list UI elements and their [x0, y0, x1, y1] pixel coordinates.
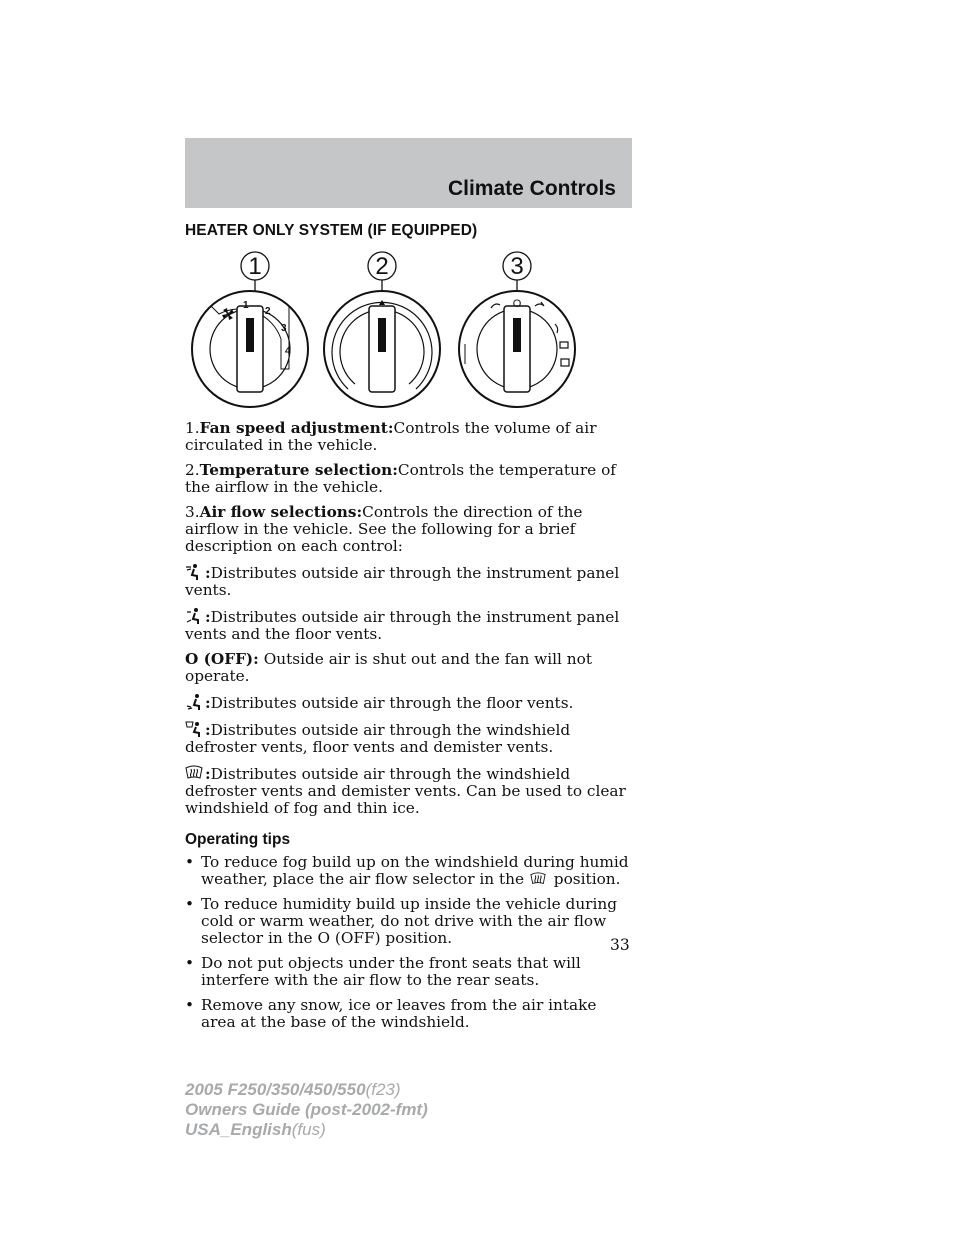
item-temperature: 2.Temperature selection:Controls the temperature of the airflow in the vehicle. [185, 461, 616, 496]
footer-line-3: USA_English(fus) [185, 1120, 326, 1139]
document-footer [185, 1080, 428, 1140]
item-airflow-label: Air flow selections: [199, 503, 363, 521]
mode-panel: :Distributes outside air through the instrument panel vents. [185, 564, 620, 599]
section-title: Climate Controls [447, 177, 616, 200]
panel-vent-icon [185, 563, 203, 581]
list-item: • To reduce humidity build up inside the vehicle during cold or warm weather, do not drive with the air flow selector in the O (OFF) position. [185, 895, 618, 947]
fan-mark-2: 2 [265, 306, 271, 317]
item-fan-speed-text: Controls the volume of air circulated in the vehicle. [185, 419, 597, 454]
list-item: • Remove any snow, ice or leaves from the air intake area at the base of the windshield. [185, 996, 597, 1031]
item-temperature-text: Controls the temperature of the airflow in the vehicle. [185, 461, 616, 496]
defrost-icon [185, 764, 203, 782]
temperature-knob [324, 291, 440, 407]
defrost-icon [529, 871, 547, 887]
heater-controls-illustration [185, 244, 632, 419]
airflow-off-mark: O [512, 298, 522, 310]
section-header-band [185, 138, 632, 208]
floor-defrost-icon [185, 720, 203, 738]
callout-1: 1 [248, 253, 262, 280]
footer-line-2: Owners Guide (post-2002-fmt) [185, 1100, 428, 1119]
floor-vent-icon [185, 693, 203, 711]
item-fan-speed-label: Fan speed adjustment: [199, 419, 394, 437]
heater-controls-figure [185, 244, 632, 419]
page-number: 33 [610, 936, 630, 954]
item-airflow: 3.Air flow selections:Controls the direction of the airflow in the vehicle. See the following for a brief description on each control: [185, 503, 583, 555]
list-item: • To reduce fog build up on the windshield during humid weather, place the air flow selector in the position. [185, 853, 629, 888]
fan-mark-3: 3 [281, 323, 287, 334]
fan-mark-4: 4 [285, 346, 291, 357]
panel-floor-icon [185, 607, 203, 625]
callout-3: 3 [510, 253, 524, 280]
list-item: • Do not put objects under the front seats that will interfere with the air flow to the rear seats. [185, 954, 581, 989]
mode-defrost: :Distributes outside air through the windshield defroster vents and demister vents. Can be used to clear windshield of fog and thin ice. [185, 765, 626, 817]
fan-speed-knob [192, 291, 308, 407]
operating-tips-list [185, 854, 632, 1031]
mode-floor: :Distributes outside air through the floor vents. [185, 693, 632, 712]
airflow-knob [459, 291, 575, 407]
mode-off-label: O (OFF): [185, 650, 259, 668]
item-airflow-text: Controls the direction of the airflow in the vehicle. See the following for a brief description on each control: [185, 503, 583, 555]
body-content [185, 420, 632, 1039]
item-fan-speed: 1.Fan speed adjustment:Controls the volume of air circulated in the vehicle. [185, 419, 597, 454]
item-temperature-label: Temperature selection: [199, 461, 398, 479]
footer-line-1: 2005 F250/350/450/550(f23) [185, 1080, 401, 1099]
page-heading: HEATER ONLY SYSTEM (IF EQUIPPED) [185, 222, 478, 239]
fan-mark-1: 1 [243, 300, 249, 311]
callout-2: 2 [375, 253, 389, 280]
mode-floor-defrost: :Distributes outside air through the windshield defroster vents, floor vents and demister vents. [185, 721, 571, 756]
mode-panel-floor: :Distributes outside air through the instrument panel vents and the floor vents. [185, 608, 620, 643]
mode-off: O (OFF): Outside air is shut out and the fan will not operate. [185, 650, 592, 685]
operating-tips-heading: Operating tips [185, 831, 291, 848]
